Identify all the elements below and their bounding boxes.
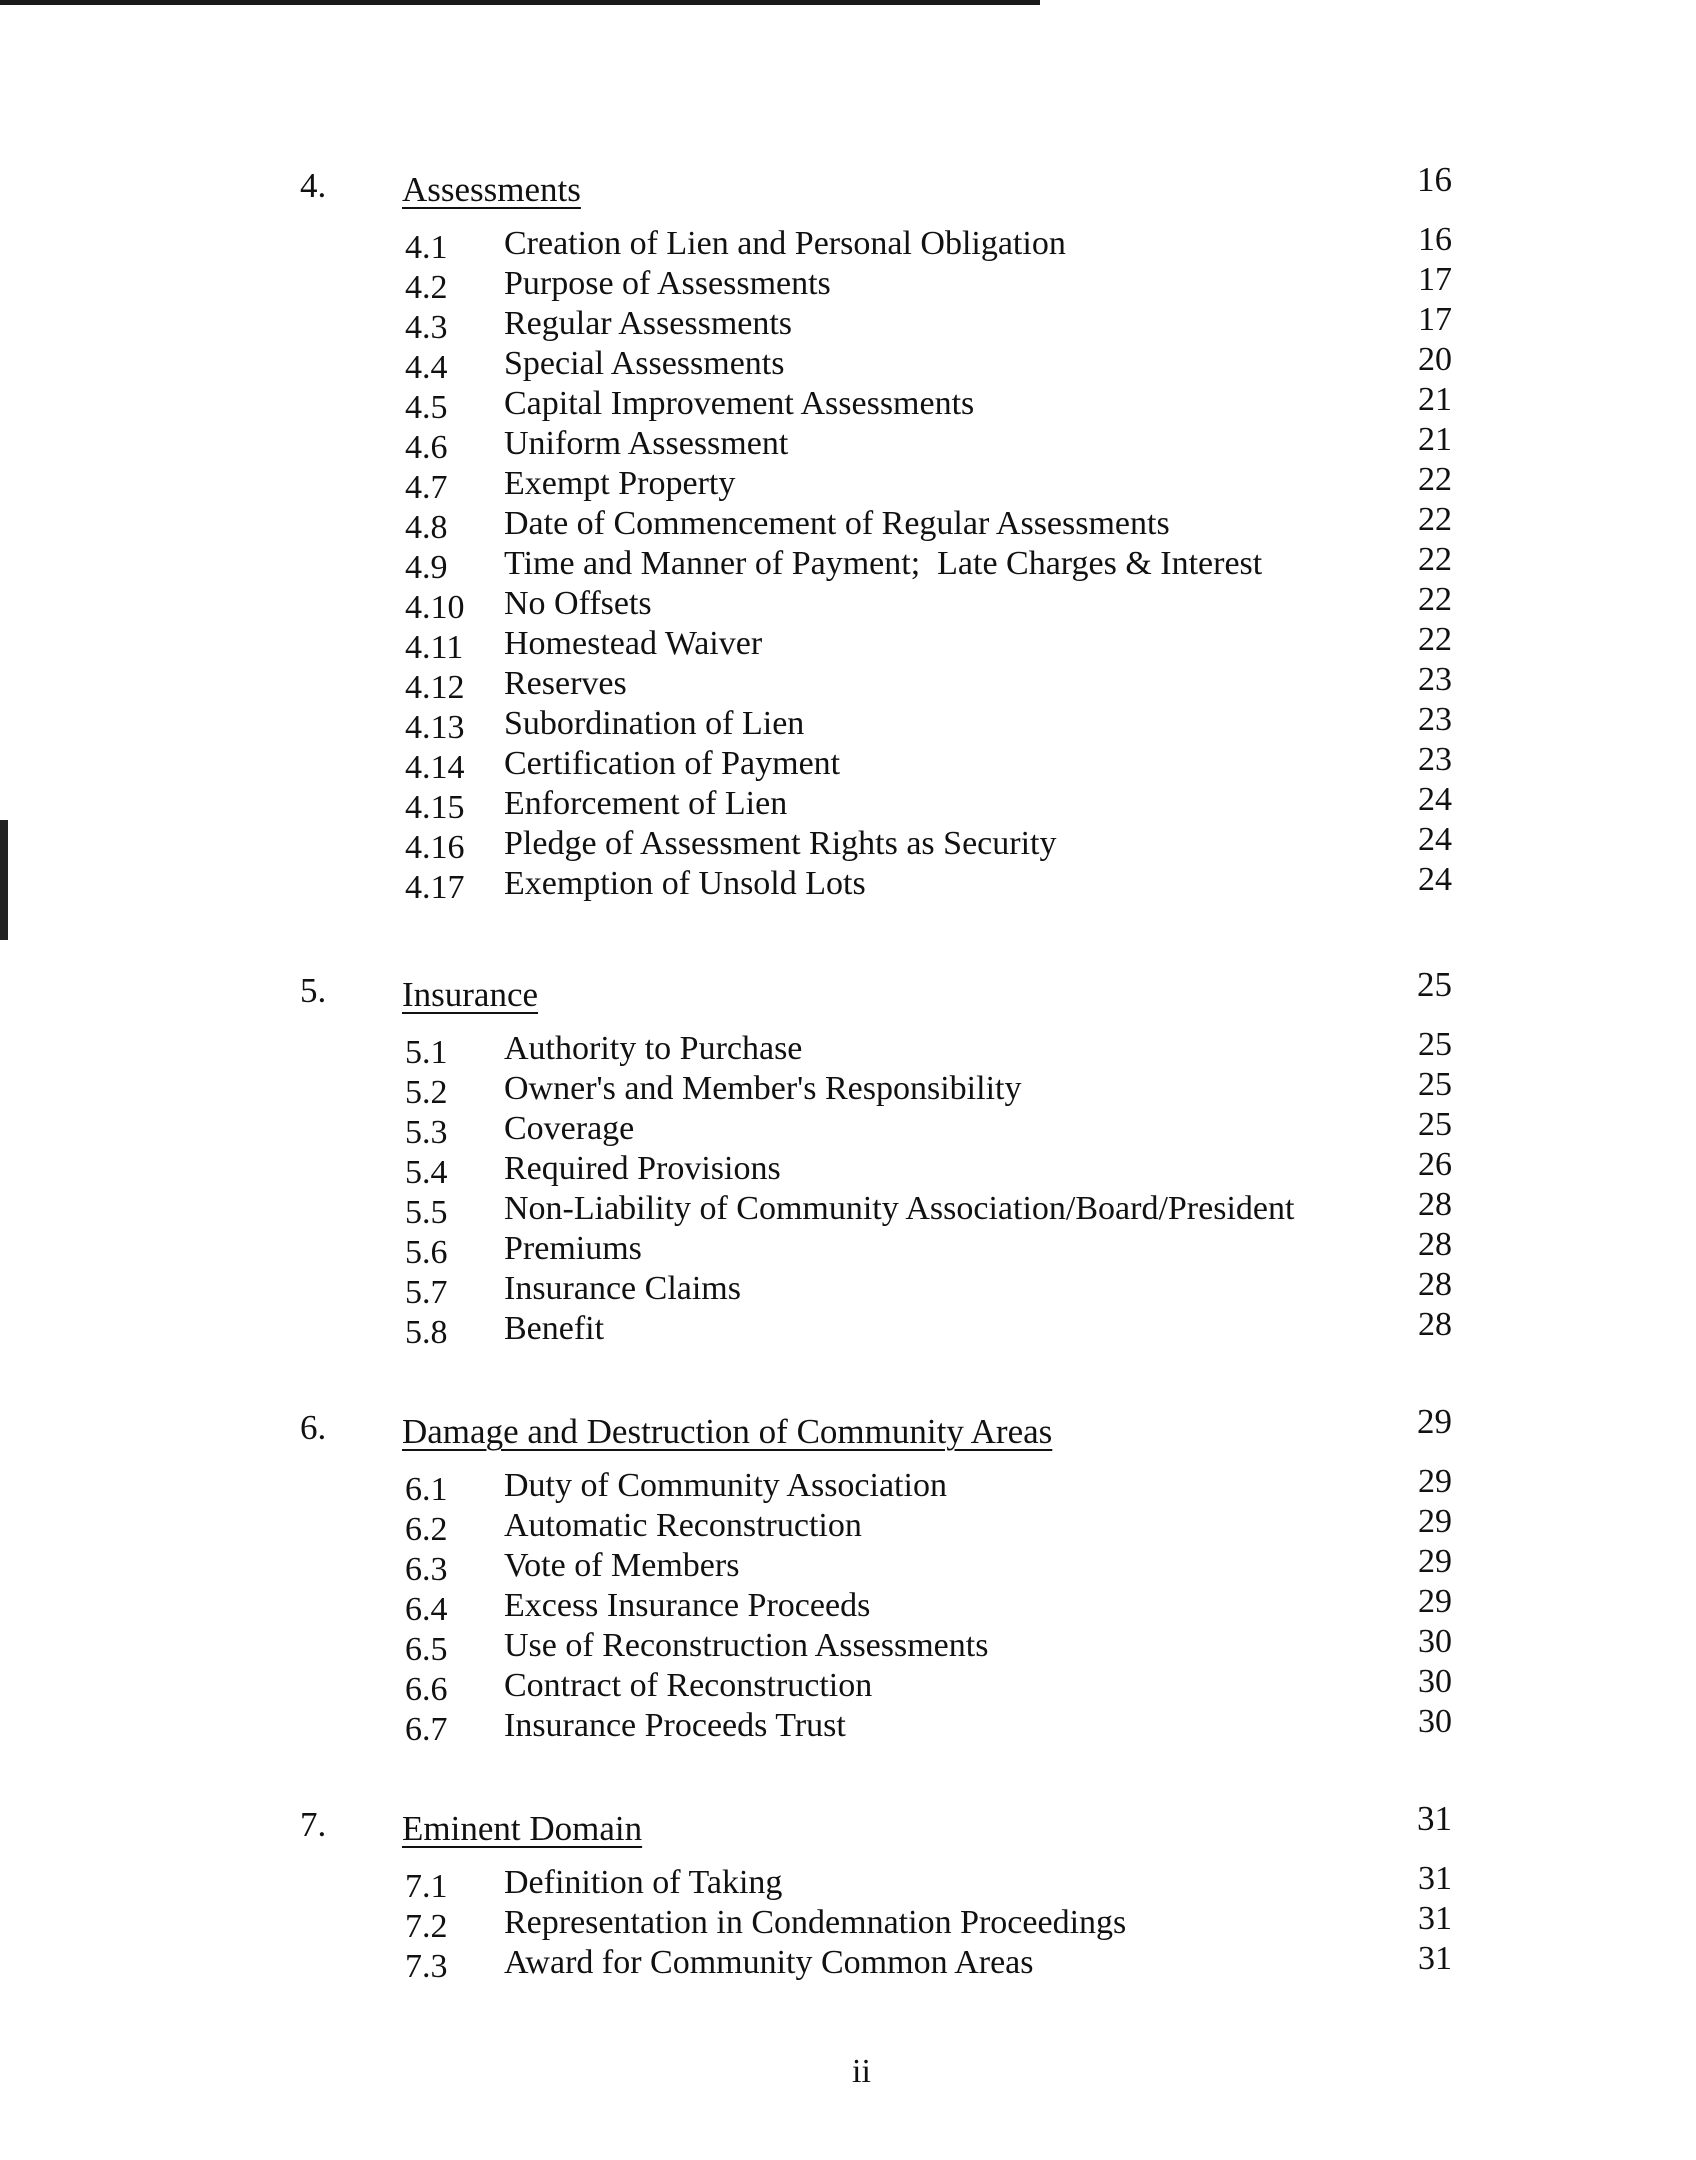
section-page-number: 31 <box>1417 1799 1452 1838</box>
toc-section-heading <box>0 1392 1696 1456</box>
item-number: 4.3 <box>405 309 448 346</box>
item-number: 6.5 <box>405 1631 448 1668</box>
item-title: No Offsets <box>504 585 652 622</box>
item-title: Enforcement of Lien <box>504 785 788 822</box>
section-title: Eminent Domain <box>402 1809 643 1848</box>
item-number: 4.8 <box>405 509 448 546</box>
item-number: 4.9 <box>405 549 448 586</box>
item-title: Certification of Payment <box>504 745 841 782</box>
section-title: Assessments <box>402 170 581 209</box>
item-number: 6.2 <box>405 1511 448 1548</box>
section-page-number: 29 <box>1417 1402 1452 1441</box>
item-title: Reserves <box>504 665 627 702</box>
item-number: 5.4 <box>405 1154 448 1191</box>
item-page-number: 17 <box>1418 261 1452 298</box>
item-page-number: 23 <box>1418 741 1452 778</box>
section-page-number: 25 <box>1417 965 1452 1004</box>
item-page-number: 22 <box>1418 581 1452 618</box>
item-page-number: 29 <box>1418 1463 1452 1500</box>
item-title: Award for Community Common Areas <box>504 1944 1034 1981</box>
item-title: Special Assessments <box>504 345 785 382</box>
item-page-number: 21 <box>1418 381 1452 418</box>
item-title: Capital Improvement Assessments <box>504 385 975 422</box>
item-page-number: 25 <box>1418 1106 1452 1143</box>
item-number: 5.1 <box>405 1034 448 1071</box>
item-page-number: 24 <box>1418 781 1452 818</box>
item-number: 5.2 <box>405 1074 448 1111</box>
item-page-number: 29 <box>1418 1543 1452 1580</box>
item-number: 7.2 <box>405 1908 448 1945</box>
item-title: Insurance Claims <box>504 1270 741 1307</box>
item-number: 7.3 <box>405 1948 448 1985</box>
item-page-number: 20 <box>1418 341 1452 378</box>
section-number: 6. <box>300 1408 327 1447</box>
item-number: 4.2 <box>405 269 448 306</box>
section-title: Insurance <box>402 975 539 1014</box>
item-title: Creation of Lien and Personal Obligation <box>504 225 1066 262</box>
item-number: 6.4 <box>405 1591 448 1628</box>
item-number: 4.4 <box>405 349 448 386</box>
toc-section-4 <box>0 150 1696 908</box>
toc-item <box>0 861 1696 908</box>
item-page-number: 30 <box>1418 1663 1452 1700</box>
toc-item <box>0 1940 1696 1987</box>
item-page-number: 23 <box>1418 661 1452 698</box>
item-number: 4.13 <box>405 709 465 746</box>
item-title: Coverage <box>504 1110 635 1147</box>
item-page-number: 21 <box>1418 421 1452 458</box>
item-number: 4.17 <box>405 869 465 906</box>
item-title: Purpose of Assessments <box>504 265 831 302</box>
item-page-number: 28 <box>1418 1306 1452 1343</box>
item-title: Non-Liability of Community Association/Board/President <box>504 1190 1295 1227</box>
item-page-number: 23 <box>1418 701 1452 738</box>
section-number: 5. <box>300 971 327 1010</box>
item-title: Vote of Members <box>504 1547 740 1584</box>
item-title: Regular Assessments <box>504 305 793 342</box>
item-title: Duty of Community Association <box>504 1467 947 1504</box>
item-title: Exemption of Unsold Lots <box>504 865 866 902</box>
toc-section-heading <box>0 150 1696 214</box>
item-title: Automatic Reconstruction <box>504 1507 862 1544</box>
item-number: 6.7 <box>405 1711 448 1748</box>
item-number: 4.7 <box>405 469 448 506</box>
item-number: 6.3 <box>405 1551 448 1588</box>
item-page-number: 31 <box>1418 1860 1452 1897</box>
item-title: Use of Reconstruction Assessments <box>504 1627 989 1664</box>
toc-section-5 <box>0 955 1696 1353</box>
item-title: Homestead Waiver <box>504 625 763 662</box>
section-number: 4. <box>300 166 327 205</box>
item-number: 4.16 <box>405 829 465 866</box>
item-title: Premiums <box>504 1230 642 1267</box>
item-title: Excess Insurance Proceeds <box>504 1587 871 1624</box>
toc-section-heading <box>0 1789 1696 1853</box>
toc-item-list <box>0 1026 1696 1353</box>
item-number: 5.3 <box>405 1114 448 1151</box>
toc-section-6 <box>0 1392 1696 1750</box>
item-page-number: 17 <box>1418 301 1452 338</box>
toc-section-heading <box>0 955 1696 1019</box>
toc-section-7 <box>0 1789 1696 1987</box>
item-page-number: 28 <box>1418 1226 1452 1263</box>
item-page-number: 31 <box>1418 1940 1452 1977</box>
item-number: 5.7 <box>405 1274 448 1311</box>
item-title: Exempt Property <box>504 465 736 502</box>
item-page-number: 24 <box>1418 861 1452 898</box>
item-number: 5.6 <box>405 1234 448 1271</box>
toc-item <box>0 1703 1696 1750</box>
item-page-number: 30 <box>1418 1623 1452 1660</box>
item-title: Representation in Condemnation Proceedings <box>504 1904 1127 1941</box>
item-page-number: 22 <box>1418 621 1452 658</box>
item-number: 4.11 <box>405 629 464 666</box>
item-number: 4.6 <box>405 429 448 466</box>
item-title: Contract of Reconstruction <box>504 1667 873 1704</box>
toc-item <box>0 1306 1696 1353</box>
toc-item-list <box>0 1860 1696 1987</box>
section-number: 7. <box>300 1805 327 1844</box>
item-number: 4.15 <box>405 789 465 826</box>
item-title: Authority to Purchase <box>504 1030 803 1067</box>
item-number: 4.14 <box>405 749 465 786</box>
item-title: Owner's and Member's Responsibility <box>504 1070 1022 1107</box>
item-title: Definition of Taking <box>504 1864 783 1901</box>
item-number: 4.1 <box>405 229 448 266</box>
item-title: Subordination of Lien <box>504 705 805 742</box>
item-page-number: 25 <box>1418 1026 1452 1063</box>
item-page-number: 22 <box>1418 501 1452 538</box>
section-page-number: 16 <box>1417 160 1452 199</box>
page-number-footer: ii <box>852 2053 871 2090</box>
item-page-number: 26 <box>1418 1146 1452 1183</box>
item-number: 6.6 <box>405 1671 448 1708</box>
item-page-number: 22 <box>1418 541 1452 578</box>
toc-item-list <box>0 221 1696 908</box>
item-title: Uniform Assessment <box>504 425 789 462</box>
item-title: Time and Manner of Payment; Late Charges & Interest <box>504 545 1263 582</box>
item-page-number: 30 <box>1418 1703 1452 1740</box>
item-page-number: 25 <box>1418 1066 1452 1103</box>
item-page-number: 28 <box>1418 1266 1452 1303</box>
item-page-number: 31 <box>1418 1900 1452 1937</box>
item-number: 4.10 <box>405 589 465 626</box>
toc-item-list <box>0 1463 1696 1750</box>
item-title: Pledge of Assessment Rights as Security <box>504 825 1057 862</box>
item-page-number: 28 <box>1418 1186 1452 1223</box>
item-page-number: 29 <box>1418 1583 1452 1620</box>
item-page-number: 29 <box>1418 1503 1452 1540</box>
item-number: 5.8 <box>405 1314 448 1351</box>
item-number: 6.1 <box>405 1471 448 1508</box>
item-page-number: 16 <box>1418 221 1452 258</box>
section-title: Damage and Destruction of Community Areas <box>402 1412 1053 1451</box>
item-title: Date of Commencement of Regular Assessments <box>504 505 1170 542</box>
item-number: 4.5 <box>405 389 448 426</box>
item-page-number: 22 <box>1418 461 1452 498</box>
item-number: 5.5 <box>405 1194 448 1231</box>
item-page-number: 24 <box>1418 821 1452 858</box>
item-title: Required Provisions <box>504 1150 781 1187</box>
item-title: Insurance Proceeds Trust <box>504 1707 846 1744</box>
item-title: Benefit <box>504 1310 605 1347</box>
item-number: 7.1 <box>405 1868 448 1905</box>
item-number: 4.12 <box>405 669 465 706</box>
